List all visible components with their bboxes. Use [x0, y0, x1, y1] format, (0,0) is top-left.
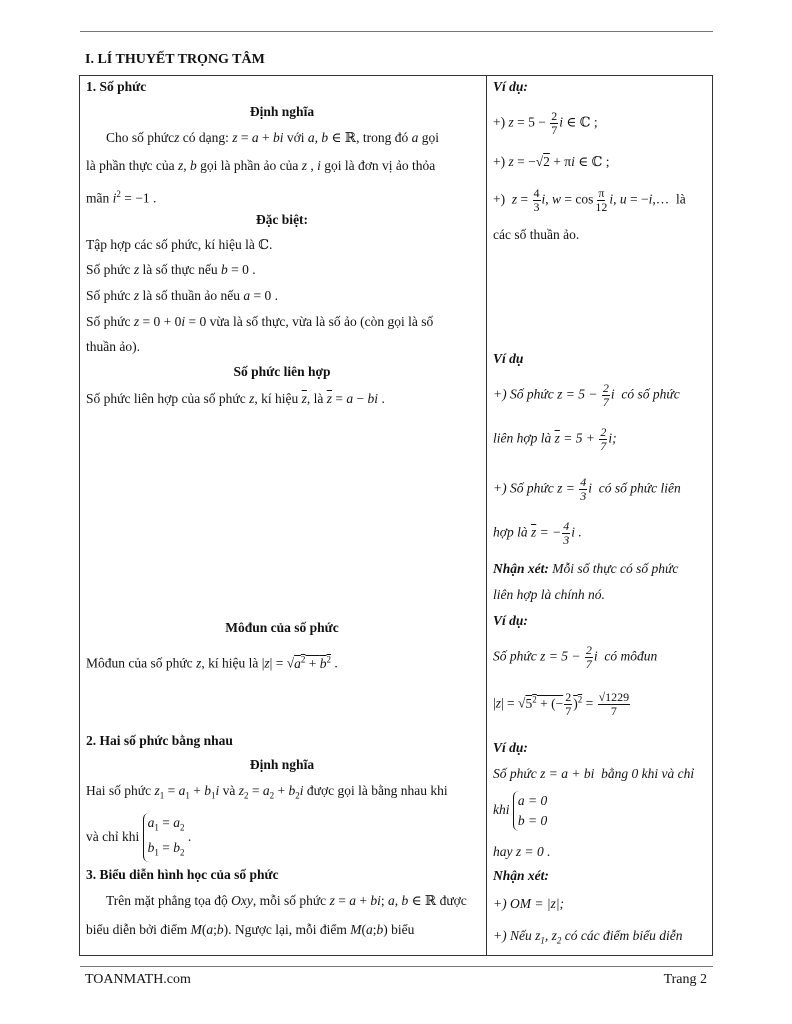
ex4-line-2: khi a = 0 b = 0 — [493, 791, 709, 831]
conj-heading: Số phức liên hợp — [233, 364, 331, 379]
note2-line-1: +) OM = |z|; — [493, 896, 565, 911]
special-1: Tập hợp các số phức, kí hiệu là ℂ. — [86, 237, 273, 252]
ex1-line-3: +) z = $\frac{4}{3}$ i, w = cos $\frac{\pi}{12}$ i, u = −i,… là — [493, 186, 686, 214]
conj-line: Số phức liên hợp của số phức z, kí hiệu $\overline{z}$, là $\overline{z} = a$ − bi . — [86, 391, 385, 406]
ex3-line-2: $|z| = √5^2$ + (− $\frac{2}{7}$ )$^2$ = $\frac{√1229}{7}$ — [493, 689, 630, 718]
ex1-line-1: +) z = 5 − $\frac{2}{7}$ i ∈ ℂ ; — [493, 109, 598, 137]
def-line-3: mãn $i^2 = -1$ . — [86, 189, 157, 206]
def-line-1: Cho số phứcz có dạng: z = a + bi với a, b ∈ ℝ, trong đó a gọi — [106, 130, 439, 145]
ex2-line-4: hợp là $\overline{z}$ = − $\frac{4}{3}$ i . — [493, 519, 582, 547]
special-2: Số phức z là số thực nếu b = 0 . — [86, 262, 256, 277]
special-3: Số phức z là số thuần ảo nếu a = 0 . — [86, 288, 278, 303]
ex4-heading: Ví dụ: — [493, 740, 528, 755]
ex1-line-2: +) z = −√2 + πi ∈ ℂ ; — [493, 154, 610, 169]
special-4: Số phức z = 0 + 0i = 0 vừa là số thực, vừa là số ảo (còn gọi là số — [86, 314, 434, 329]
ex3-heading: Ví dụ: — [493, 613, 528, 628]
note1-line-2: liên hợp là chính nó. — [493, 587, 605, 602]
special-heading: Đặc biệt: — [255, 212, 309, 227]
mod-line: Môđun của số phức z, kí hiệu là $|z| = √a^2 + b^2$ . — [86, 654, 338, 671]
top-rule — [80, 31, 713, 32]
s2-line-1: Hai số phức $z_1 = a_1 + b_1i$ và $z_2 = a_2 + b_2i$ được gọi là bằng nhau khi — [86, 783, 448, 801]
system-brace: $a_1 = a_2$ $b_1 = b_2$ — [143, 813, 185, 862]
ex2-line-2: liên hợp là $\overline{z} = 5$ + $\frac{2}{7}$ i; — [493, 425, 617, 453]
def-heading: Định nghĩa — [249, 104, 315, 119]
s3-line-1: Trên mặt phẳng tọa độ Oxy, mỗi số phức z = a + bi; a, b ∈ ℝ được — [106, 893, 467, 908]
s2-def-heading: Định nghĩa — [249, 757, 315, 772]
ex1-line-4: các số thuần ảo. — [493, 227, 580, 242]
s2-heading: 2. Hai số phức bằng nhau — [86, 733, 233, 748]
def-line-2: là phần thực của z, b gọi là phần ảo của z , i gọi là đơn vị ảo thỏa — [86, 158, 436, 173]
footer-page-number: Trang 2 — [663, 972, 707, 987]
s3-line-2: biểu diễn bởi điểm M(a;b). Ngược lại, mỗi điểm M(a;b) biểu — [86, 922, 415, 937]
note2-heading: Nhận xét: — [493, 868, 549, 883]
ex4-line-1: Số phức z = a + bi bằng 0 khi và chỉ — [493, 766, 695, 781]
ex4-line-3: hay z = 0 . — [493, 844, 551, 859]
ex4-brace: a = 0 b = 0 — [513, 791, 547, 831]
s1-heading: 1. Số phức — [86, 79, 147, 94]
ex2-line-3: +) Số phức z = $\frac{4}{3}$ i có số phức liên — [493, 475, 681, 503]
ex3-line-1: Số phức z = 5 − $\frac{2}{7}$ i có môđun — [493, 643, 658, 671]
section-title: I. LÍ THUYẾT TRỌNG TÂM — [85, 52, 265, 67]
note2-line-2: +) Nếu $z_1$, $z_2$ có các điểm biểu diễn — [493, 928, 683, 946]
note1-line-1: Nhận xét: Mỗi số thực có số phức — [493, 561, 679, 576]
ex2-line-1: +) Số phức z = 5 − $\frac{2}{7}$ i có số phức — [493, 381, 680, 409]
s2-line-2: và chỉ khi $a_1 = a_2$ $b_1 = b_2$ . — [86, 813, 478, 862]
footer-rule — [80, 966, 713, 967]
s3-heading: 3. Biểu diễn hình học của số phức — [86, 867, 279, 882]
mod-heading: Môđun của số phức — [225, 620, 339, 635]
ex1-heading: Ví dụ: — [493, 79, 528, 94]
content-table — [79, 75, 713, 956]
ex2-heading: Ví dụ — [493, 351, 524, 366]
column-divider — [486, 76, 487, 955]
footer-site: TOANMATH.com — [85, 972, 191, 987]
special-4b: thuần ảo). — [86, 339, 140, 354]
